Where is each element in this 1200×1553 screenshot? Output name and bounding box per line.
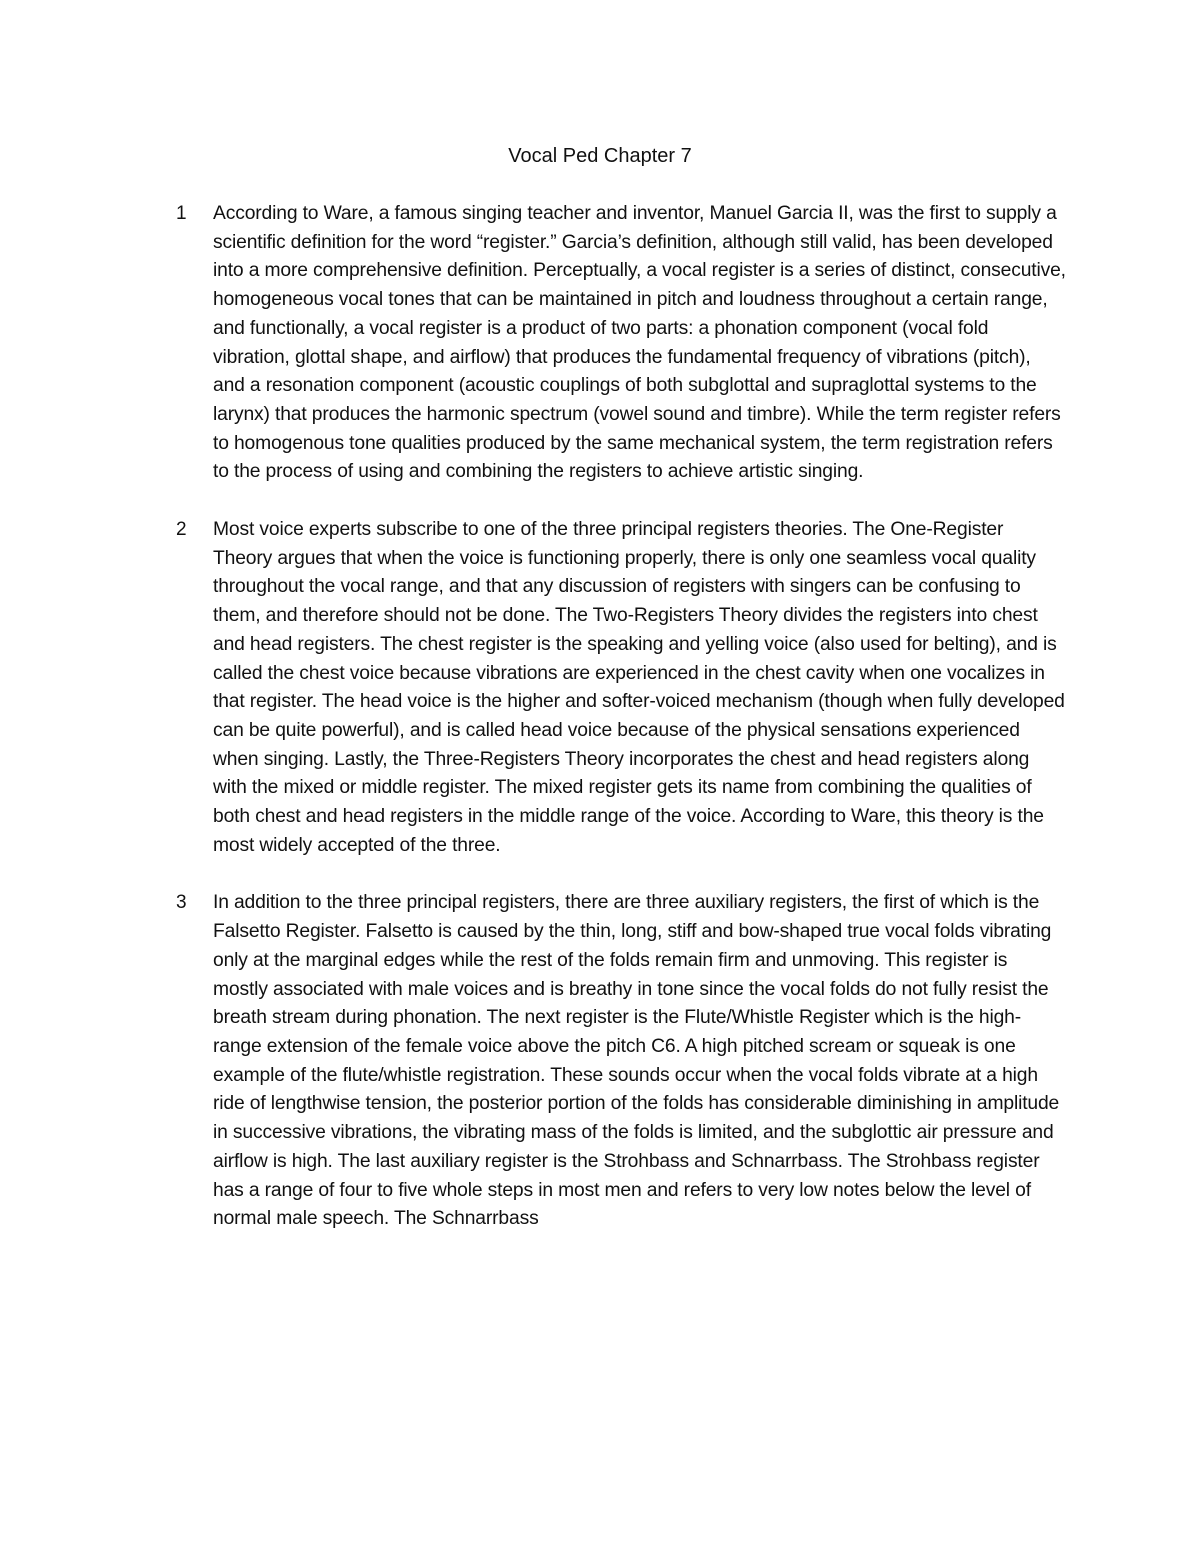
item-number: 1 (176, 203, 187, 224)
page-title: Vocal Ped Chapter 7 (508, 145, 692, 167)
item-number: 2 (176, 519, 187, 541)
item-paragraph: According to Ware, a famous singing teacher and inventor, Manuel Garcia II, was the first to supply a scientific definition for the word “register.” Garcia’s definition, although still valid, has been developed into a more comprehensive definition. Perceptually, a vocal register is a series of distinct, consecutive, homogeneous vocal tones that can be maintained in pitch and loudness throughout a certain range, and functionally, a vocal register is a product of two parts: a phonation component (vocal fold vibration, glottal shape, and airflow) that produces the fundamental frequency of vibrations (pitch), and a resonation component (acoustic couplings of both subglottal and supraglottal systems to the larynx) that produces the harmonic spectrum (vowel sound and timbre). While the term register refers to homogenous tone qualities produced by the same mechanical system, the term registration refers to the process of using and combining the registers to achieve artistic singing. (213, 203, 1066, 483)
item-number: 3 (176, 892, 187, 914)
item-paragraph: In addition to the three principal registers, there are three auxiliary registers, the first of which is the Falsetto Register. Falsetto is caused by the thin, long, stiff and bow-shaped true vocal folds vibrating only at the marginal edges while the rest of the folds remain firm and unmoving. This register is mostly associated with male voices and is breathy in tone since the vocal folds do not fully resist the breath stream during phonation. The next register is the Flute/Whistle Register which is the high-range extension of the female voice above the pitch C6. A high pitched scream or squeak is one example of the flute/whistle registration. These sounds occur when the vocal folds vibrate at a high ride of lengthwise tension, the posterior portion of the folds has considerable diminishing in amplitude in successive vibrations, the vibrating mass of the folds is limited, and the subglottic air pressure and airflow is high. The last auxiliary register is the Strohbass and Schnarrbass. The Strohbass register has a range of four to five whole steps in most men and refers to very low notes below the level of normal male speech. The Schnarrbass (213, 892, 1060, 1230)
list-item (176, 516, 1066, 860)
list-item (176, 200, 1066, 487)
numbered-list (176, 200, 1066, 1263)
list-item (176, 889, 1066, 1233)
item-paragraph: Most voice experts subscribe to one of the three principal registers theories. The One-Register Theory argues that when the voice is functioning properly, there is only one seamless vocal quality throughout the vocal range, and that any discussion of registers with singers can be confusing to them, and therefore should not be done. The Two-Registers Theory divides the registers into chest and head registers. The chest register is the speaking and yelling voice (also used for belting), and is called the chest voice because vibrations are experienced in the chest cavity when one vocalizes in that register. The head voice is the higher and softer-voiced mechanism (though when fully developed can be quite powerful), and is called head voice because of the physical sensations experienced when singing. Lastly, the Three-Registers Theory incorporates the chest and head registers along with the mixed or middle register. The mixed register gets its name from combining the qualities of both chest and head registers in the middle range of the voice. According to Ware, this theory is the most widely accepted of the three. (213, 519, 1065, 856)
